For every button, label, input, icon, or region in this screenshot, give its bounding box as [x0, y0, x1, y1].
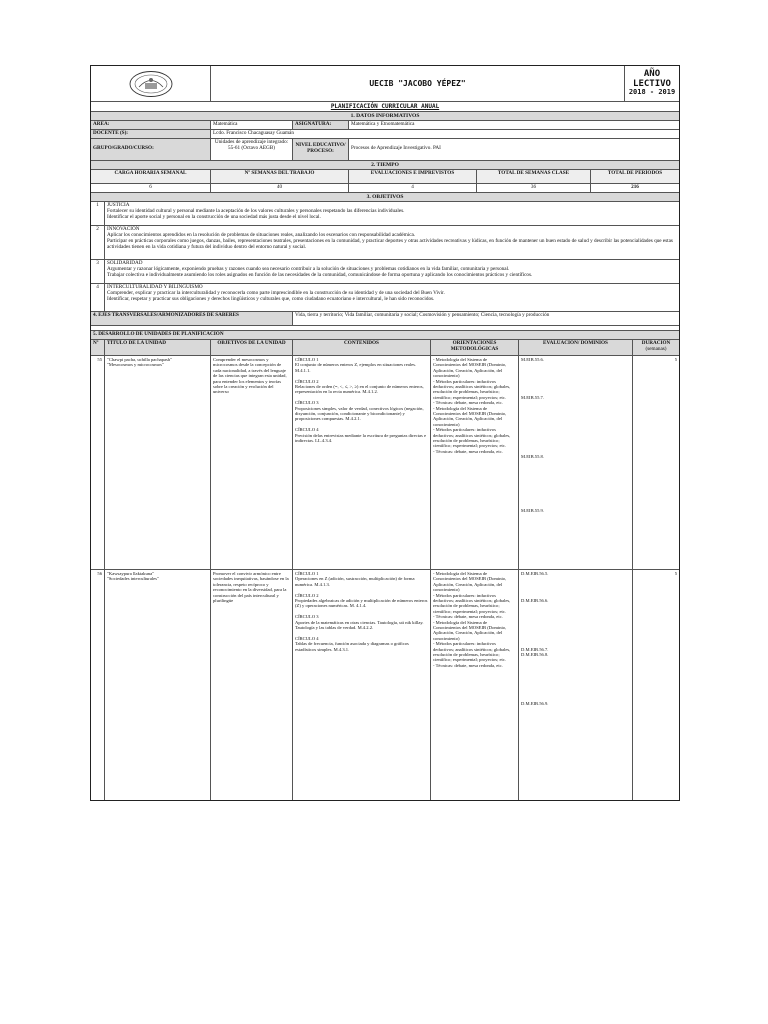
- section-desarrollo-title: [91, 331, 679, 340]
- units-h-duration: [633, 340, 679, 355]
- docente-label: DOCENTE (S):: [91, 130, 211, 138]
- tiempo-values-row: [91, 184, 679, 193]
- objective-number: 3: [91, 260, 105, 283]
- objective-number: 2: [91, 226, 105, 259]
- tiempo-v-eval: 4: [349, 184, 477, 192]
- nivel-label: NIVEL EDUCATIVO/ PROCESO:: [293, 139, 349, 160]
- unit-evaluation: M.EIB.55.6. M.EIB.55.7. M.EIB.55.8. M.EIB.55.9.: [519, 356, 633, 569]
- unit-title: "Chawpi pacha, uchilla pachapash" "Mesocosmos y microcosmos": [105, 356, 211, 569]
- objective-text: Argumentar y razonar lógicamente, exponiendo pruebas y razones cuando sea necesario contribuir a la solución de situaciones y problemas cotidianos en la vida familiar, comunitaria y personal. Trabajar colectiva e individualmente asumiendo los roles asignados en función de las necesidades de la comunidad, comunicándose de forma oportuna y aplicando los conocimientos prácticos y científicos.: [107, 265, 533, 278]
- objective-title: SOLIDARIDAD: [107, 259, 143, 266]
- objective-title: INTERCULTURALIDAD Y BILINGUISMO: [107, 283, 203, 290]
- plan-title-text: PLANIFICACIÓN CURRICULAR ANUAL: [330, 103, 440, 110]
- objective-text: Aplicar los conocimientos aprendidos en la resolución de problemas de situaciones reales, analizando los escenarios con responsabilidad académica. Participar en prácticas corporales como juegos, danzas, bailes, representaciones teatrales, presentaciones en la comunidad, y practicar deportes y otras actividades recreativas y lúdicas, en función de mantener un buen estado de salud y describir las potencialidades que estas actividades tienen en la vida cotidiana y futura del individuo dentro del entorno natural y social.: [107, 231, 673, 250]
- plan-title: [91, 102, 679, 112]
- tiempo-v-total-semanas: 36: [477, 184, 591, 192]
- section-desarrollo-title-text: 5. DESARROLLO DE UNIDADES DE PLANIFICACIÓN: [93, 330, 224, 337]
- school-name: UECIB "JACOBO YÉPEZ": [211, 66, 625, 101]
- unit-row: [91, 570, 679, 800]
- unit-orientations: - Metodología del Sistema de Conocimientos del MOSEIB (Dominio, Aplicación, Creación, Aplicación, del conocimiento) - Métodos particulares: inductivos deductivos; analíticos sintéticos; globales, resolución de problemas, heurístico; científico; experimental; proyectos; etc. - Técnicas: debate, mesa redonda, etc. - Metodología del Sistema de Conocimientos del MOSEIB (Dominio, Aplicación, Creación, Aplicación, del conocimiento) - Métodos particulares: inductivos deductivos; analíticos sintéticos; globales, resolución de problemas, heurístico; científico; experimental; proyectos; etc. - Técnicas: debate, mesa redonda, etc.: [431, 570, 519, 800]
- unit-number: 55: [91, 356, 105, 569]
- unit-number: 56: [91, 570, 105, 800]
- units-h-contents: CONTENIDOS: [293, 340, 431, 355]
- unit-objectives: Promover el convivir armónico entre sociedades inequitativas, basándose en la tolerancia, respeto recíproco y reconocimiento en la diversidad, para la construcción del país intercultural y plurilingüe: [211, 570, 293, 800]
- nivel-value: Procesos de Aprendizaje Investigativo. PAI: [351, 145, 441, 152]
- unit-evaluation: D.M.EIB.56.5. D.M.EIB.56.6. D.M.EIB.56.7. D.M.EIB.56.8. D.M.EIB.56.9.: [519, 570, 633, 800]
- asignatura-label: ASIGNATURA:: [293, 121, 349, 129]
- docente-value: Lcdo. Francisco Chacaguasay Guamán: [213, 129, 294, 136]
- ejes-value: Vida, tierra y territorio; Vida familiar, comunitaria y social; Cosmovisión y pensamiento; Ciencia, tecnología y producción: [295, 311, 550, 318]
- grupo-row: [91, 139, 679, 161]
- asignatura-value: Matemática y Etnomatemática: [351, 121, 415, 127]
- tiempo-h-total-periodos: TOTAL DE PERÍODOS: [607, 169, 663, 176]
- unit-duration: 5: [674, 356, 677, 362]
- unit-title: "Kawsaypura llaktakuna" "Sociedades interculturales": [105, 570, 211, 800]
- objective-item: [91, 226, 679, 260]
- units-h-title: TÍTULO DE LA UNIDAD: [105, 340, 211, 355]
- units-h-orientations: ORIENTACIONES METODOLÓGICAS: [431, 340, 519, 355]
- year-value: 2018 - 2019: [628, 88, 676, 97]
- document-header: [91, 66, 679, 102]
- tiempo-header-row: [91, 170, 679, 184]
- objective-body: [105, 202, 679, 225]
- objective-title: INNOVACIÓN: [107, 225, 140, 232]
- school-logo-cell: [91, 66, 211, 101]
- grupo-value: Unidades de aprendizaje integrado: 55-61 (Octavo AEGB): [211, 139, 293, 160]
- planning-document: [90, 65, 680, 801]
- objective-title: JUSTICIA: [107, 201, 130, 208]
- area-row: [91, 121, 679, 130]
- units-h-objectives: OBJETIVOS DE LA UNIDAD: [211, 340, 293, 355]
- school-year-box: [625, 66, 679, 101]
- year-label-1: AÑO: [643, 69, 661, 80]
- section-objetivos-title: [91, 193, 679, 202]
- section-tiempo-title-text: 2. TIEMPO: [371, 161, 399, 168]
- units-h-duration-sub: (semanas): [645, 345, 667, 352]
- section-objetivos-title-text: 3. OBJETIVOS: [366, 193, 404, 200]
- objective-body: [105, 284, 679, 311]
- school-seal-icon: [128, 70, 174, 98]
- objective-body: [105, 226, 679, 259]
- unit-objectives: Comprender el mesocosmos y microcosmos desde la concepción de cada nacionalidad, a través del lenguaje de las ciencias que integran esta unidad, para entender los elementos y teorías sobre la creación y evolución del universo: [211, 356, 293, 569]
- objective-number: 1: [91, 202, 105, 225]
- area-label: AREA:: [91, 121, 211, 129]
- tiempo-v-semanas: 40: [211, 184, 349, 192]
- unit-duration: 5: [674, 570, 677, 576]
- section-datos-title-text: 1. DATOS INFORMATIVOS: [350, 113, 420, 119]
- units-header-row: [91, 340, 679, 356]
- objective-item: [91, 202, 679, 226]
- objective-item: [91, 284, 679, 312]
- objective-item: [91, 260, 679, 284]
- section-tiempo-title: [91, 161, 679, 170]
- units-h-num: Nº: [91, 340, 105, 355]
- objective-number: 4: [91, 284, 105, 311]
- units-h-evaluation: EVALUACIÓN/ DOMINIOS: [519, 340, 633, 355]
- section-datos-title: [91, 112, 679, 121]
- tiempo-h-semanas: Nº SEMANAS DEL TRABAJO: [211, 170, 349, 183]
- unit-orientations: - Metodología del Sistema de Conocimientos del MOSEIB (Dominio, Aplicación, Creación, Aplicación, del conocimiento) - Métodos particulares: inductivos deductivos; analíticos sintéticos; globales, resolución de problemas, heurístico; científico; experimental; proyectos; etc. - Técnicas: debate, mesa redonda, etc. - Metodología del Sistema de Conocimientos del MOSEIB (Dominio, Aplicación, Creación, Aplicación, del conocimiento) - Métodos particulares: inductivos deductivos; analíticos sintéticos; globales, resolución de problemas, heurístico; científico; experimental; proyectos; etc. - Técnicas: debate, mesa redonda, etc.: [431, 356, 519, 569]
- unit-contents: CÍRCULO 1 Operaciones en Z (adición, sustracción, multiplicación) de forma numérica. M.4.1.3. CÍRCULO 2 Propiedades algebraicas de adición y multiplicación de números enteros (Z) y operaciones numéricas. M. 4.1.4. CÍRCULO 3 Aportes de la matemáticas en otras ciencias. Tautología, uti nik killay. Tautología y las tablas de verdad. M.4.2.2. CÍRCULO 4 Tablas de frecuencia, función asociada y diagramas o gráficos estadísticos simples. M.4.3.1.: [293, 570, 431, 800]
- units-h-duration-label: DURACIÓN: [641, 339, 671, 346]
- ejes-row: [91, 312, 679, 326]
- unit-row: [91, 356, 679, 570]
- grupo-label: GRUPO/GRADO/CURSO:: [91, 139, 211, 160]
- docente-row: [91, 130, 679, 139]
- area-value: Matemática: [211, 121, 293, 129]
- objective-text: Fortalecer su identidad cultural y personal mediante la aceptación de los valores culturales y personales respetando las diferencias individuales. Identificar el aporte social y personal en la construcción de una sociedad más justa desde el nivel local.: [107, 207, 405, 220]
- tiempo-h-total-semanas: TOTAL DE SEMANAS CLASE: [477, 170, 591, 183]
- tiempo-h-carga: CARGA HORARIA SEMANAL: [91, 170, 211, 183]
- tiempo-v-carga: 6: [91, 184, 211, 192]
- unit-contents: CÍRCULO 1 El conjunto de números enteros Z, ejemplos en situaciones reales. M.4.1.1. CÍRCULO 2 Relaciones de orden (=, <, ≤, >, ≥) en el conjunto de números enteros, representación en la recta numérica. M.4.1.2. CÍRCULO 3 Proposiciones simples, valor de verdad, conectivos lógicos (negación, disyunción, conjunción, condicionante y bicondicionante) y proposiciones compuestas. M.4.2.1. CÍRCULO 4 Precisión delas entrevistas mediante la escritura de preguntas directas e indirectas. LL.4.3.4.: [293, 356, 431, 569]
- objective-text: Comprender, explicar y practicar la interculturalidad y reconocerla como parte imprescindible en la construcción de su identidad y de una sociedad del Buen Vivir. Identificar, respetar y practicar sus obligaciones y derechos lingüísticos y culturales que, como ciudadano ecuatoriano e intercultural, le han sido reconocidos.: [107, 289, 445, 302]
- tiempo-v-total-periodos: 216: [631, 183, 639, 190]
- objective-body: [105, 260, 679, 283]
- tiempo-h-eval: EVALUACIONES E IMPREVISTOS: [349, 170, 477, 183]
- year-label-2: LECTIVO: [633, 78, 671, 89]
- ejes-label: 4. EJES TRANSVERSALES/ARMONIZADORES DE SABERES: [91, 312, 293, 325]
